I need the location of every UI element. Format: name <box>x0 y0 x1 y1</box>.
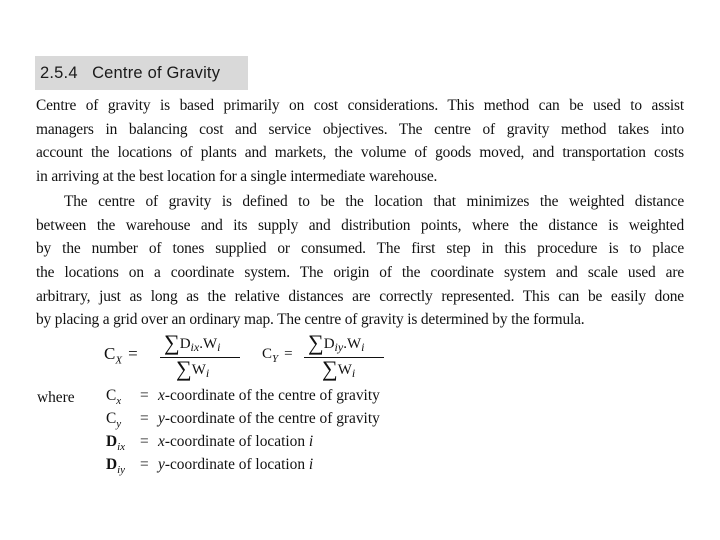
numerator-w-subscript: i <box>361 340 365 354</box>
section-heading <box>40 64 220 83</box>
text-line: the locations on a coordinate system. The origin of the coordinate system and scale used are <box>36 264 684 282</box>
formula-symbol: C <box>262 346 273 362</box>
section-number: 2.5.4 <box>40 64 78 82</box>
symbol-subscript: ix <box>117 441 126 454</box>
variable: y <box>158 456 165 473</box>
sum-symbol: ∑ <box>176 356 192 381</box>
text-line: Centre of gravity is based primarily on cost considerations. This method can be used to assist <box>36 97 684 114</box>
formula-subscript: Y <box>272 353 279 365</box>
definition-text <box>158 410 380 428</box>
definition-text <box>158 387 380 405</box>
formula-denominator <box>176 358 209 381</box>
formula-numerator <box>164 332 220 355</box>
variable: x <box>158 433 165 450</box>
symbol-letter: C <box>106 410 117 427</box>
formula-denominator <box>322 358 355 381</box>
description: -coordinate of location <box>164 433 309 450</box>
text-line: account the locations of plants and markets, the volume of goods moved, and transportation costs <box>36 144 684 162</box>
text-line: in arriving at the best location for a single intermediate warehouse. <box>36 168 438 186</box>
symbol-letter: D <box>106 433 118 450</box>
paragraph-2 <box>36 190 684 332</box>
definition-symbol <box>106 387 121 407</box>
definition-equals: = <box>140 387 149 404</box>
definition-equals: = <box>140 410 149 427</box>
index-variable: i <box>308 433 314 450</box>
definition-symbol <box>106 410 121 430</box>
text-line: arbitrary, just as long as the relative distances are correctly represented. This can be easily done <box>36 287 684 305</box>
numerator-w-subscript: i <box>217 340 221 354</box>
symbol-subscript: x <box>116 395 122 408</box>
denominator-w-subscript: i <box>205 366 210 380</box>
text-line: by placing a grid over an ordinary map. The centre of gravity is determined by the formula. <box>36 311 585 329</box>
definition-symbol <box>106 456 125 476</box>
symbol-subscript: iy <box>117 464 126 477</box>
numerator-d-subscript: iy <box>334 340 344 354</box>
formula-symbol: C <box>104 344 116 363</box>
variable: x <box>158 387 165 404</box>
section-title: Centre of Gravity <box>92 64 221 82</box>
numerator-w: .W <box>343 336 362 352</box>
numerator-d: D <box>323 336 335 352</box>
symbol-subscript: y <box>116 418 122 431</box>
numerator-d-subscript: ix <box>190 340 200 354</box>
sum-symbol: ∑ <box>308 330 324 355</box>
numerator-d: D <box>179 336 191 352</box>
sum-symbol: ∑ <box>322 356 338 381</box>
definition-text <box>158 433 313 451</box>
text-line: managers in balancing cost and service objectives. The centre of gravity method takes into <box>36 120 684 138</box>
formula-numerator <box>308 332 364 355</box>
variable: y <box>158 410 165 427</box>
formula-subscript: X <box>115 354 123 367</box>
text-line: by the number of tones supplied or consumed. The first step in this procedure is to place <box>36 240 684 258</box>
definition-text <box>158 456 313 474</box>
paragraph-1 <box>36 94 684 189</box>
formula-lhs <box>262 346 293 365</box>
symbol-letter: C <box>106 387 117 404</box>
description: -coordinate of the centre of gravity <box>164 387 380 404</box>
formula-cy <box>262 330 412 386</box>
description: -coordinate of the centre of gravity <box>164 410 380 427</box>
definition-equals: = <box>140 433 149 450</box>
definition-symbol <box>106 433 125 453</box>
denominator-w: W <box>191 362 206 378</box>
text-line: between the warehouse and its supply and distribution points, where the distance is weighted <box>36 216 684 234</box>
numerator-w: .W <box>199 336 218 352</box>
formula-lhs <box>104 344 138 366</box>
text-line: The centre of gravity is defined to be the location that minimizes the weighted distance <box>64 193 684 210</box>
denominator-w-subscript: i <box>351 366 356 380</box>
definition-equals: = <box>140 456 149 473</box>
description: -coordinate of location <box>164 456 309 473</box>
sum-symbol: ∑ <box>164 330 180 355</box>
formula-cx <box>104 330 254 386</box>
where-label: where <box>37 389 75 406</box>
denominator-w: W <box>337 362 352 378</box>
formula-equals: = <box>128 344 138 363</box>
index-variable: i <box>308 456 314 473</box>
symbol-letter: D <box>106 456 118 473</box>
formula-equals: = <box>284 346 293 362</box>
